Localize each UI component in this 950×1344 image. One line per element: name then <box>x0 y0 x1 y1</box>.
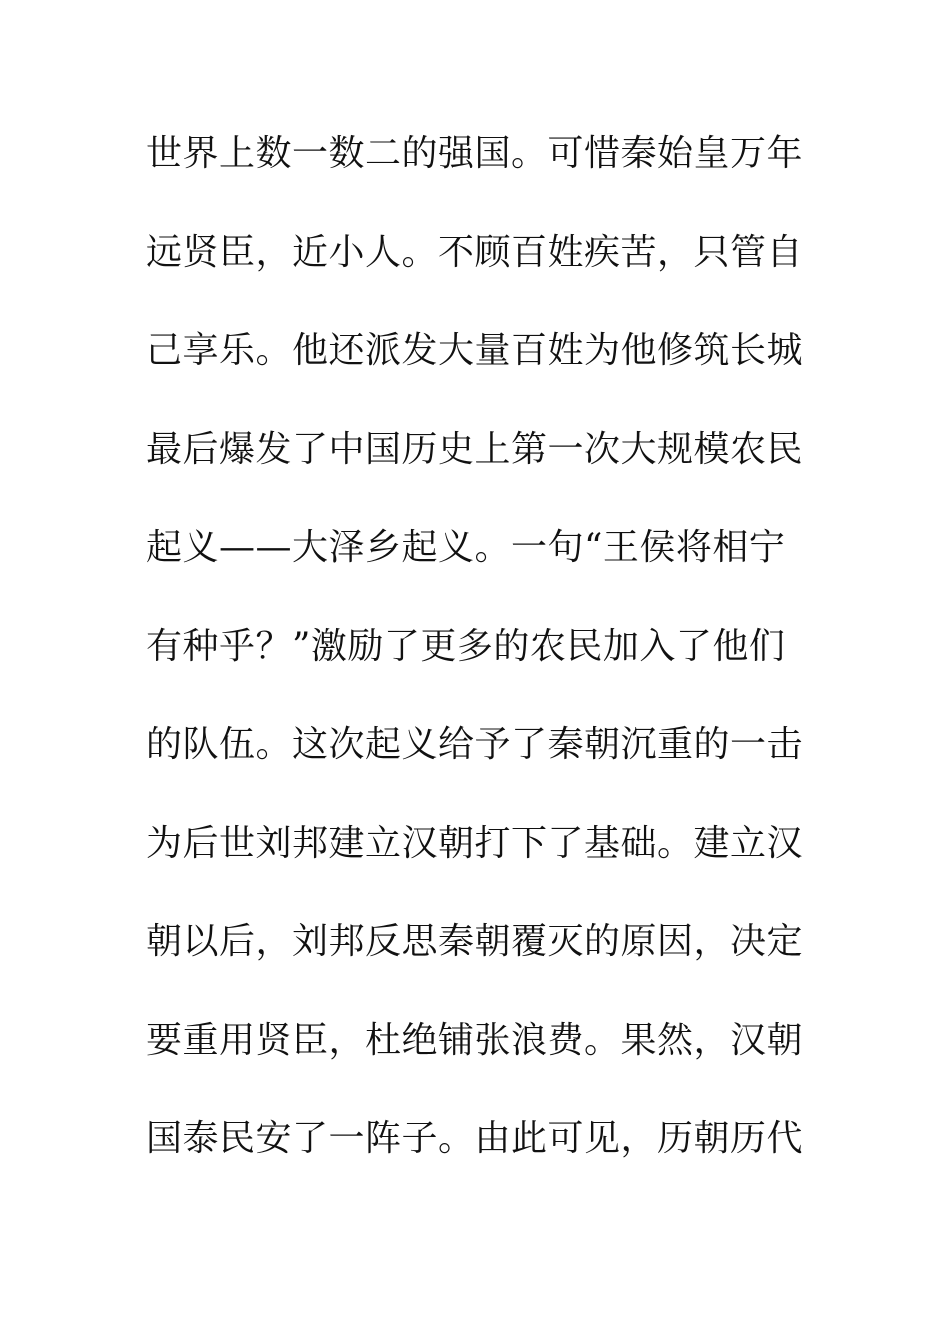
text-line-3: 己享乐。他还派发大量百姓为他修筑长城 <box>146 330 804 371</box>
text-line-10: 要重用贤臣，杜绝铺张浪费。果然，汉朝 <box>146 1019 804 1061</box>
text-line-5: 起义——大泽乡起义。一句“王侯将相宁 <box>146 527 786 568</box>
text-line-6: 有种乎？”激励了更多的农民加入了他们 <box>146 625 786 667</box>
text-line-9: 朝以后，刘邦反思秦朝覆灭的原因，决定 <box>146 921 804 962</box>
text-line-4: 最后爆发了中国历史上第一次大规模农民 <box>146 428 804 470</box>
text-line-7: 的队伍。这次起义给予了秦朝沉重的一击 <box>146 724 804 765</box>
text-line-11: 国泰民安了一阵子。由此可见，历朝历代 <box>146 1118 804 1159</box>
body-text <box>146 126 826 1210</box>
text-line-1: 世界上数一数二的强国。可惜秦始皇万年 <box>146 133 804 174</box>
text-line-8: 为后世刘邦建立汉朝打下了基础。建立汉 <box>146 822 804 864</box>
text-line-2: 远贤臣，近小人。不顾百姓疾苦，只管自 <box>146 231 804 273</box>
